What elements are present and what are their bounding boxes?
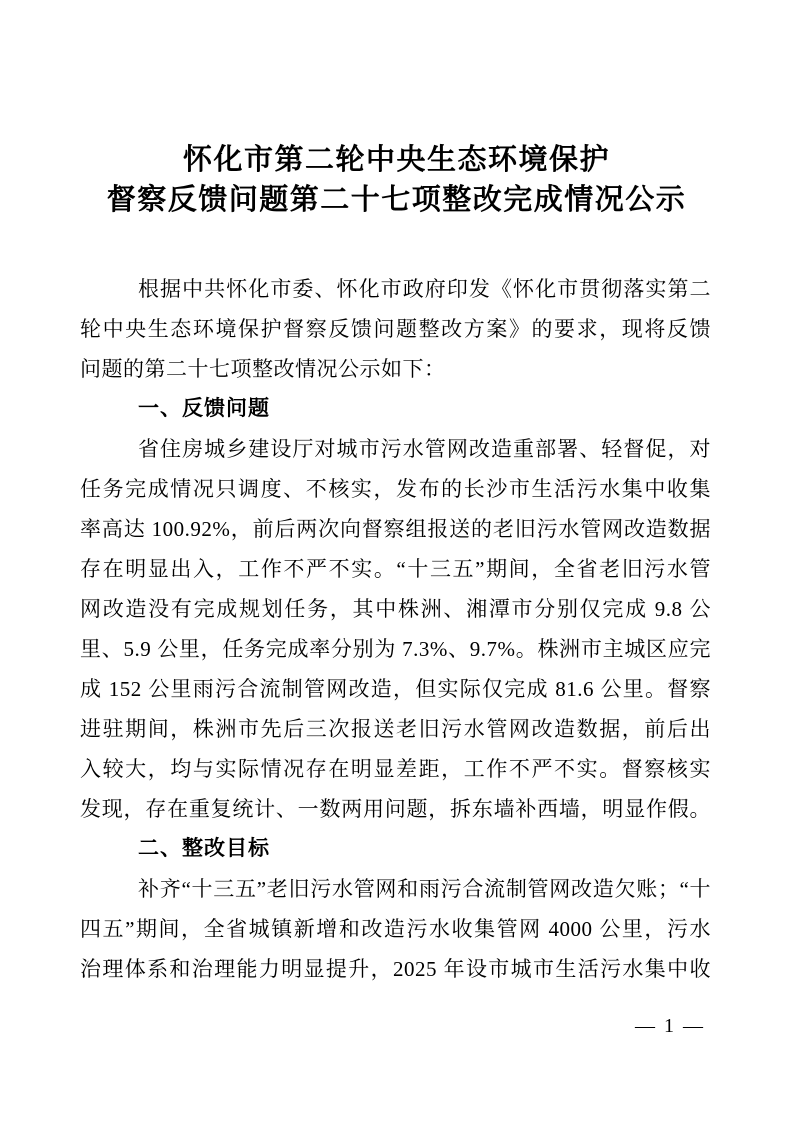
- body-line: 治理体系和治理能力明显提升，2025 年设市城市生活污水集中收: [80, 957, 711, 981]
- body-line: 补齐“十三五”老旧污水管网和雨污合流制管网改造欠账；“十: [138, 877, 711, 901]
- body-line: 根据中共怀化市委、怀化市政府印发《怀化市贯彻落实第二: [138, 277, 711, 301]
- page-number: — 1 —: [635, 1015, 705, 1037]
- body-line: 四五”期间，全省城镇新增和改造污水收集管网 4000 公里，污水: [80, 917, 711, 941]
- section-heading-rectification-target: 二、整改目标: [138, 837, 270, 860]
- section-heading-feedback-problem: 一、反馈问题: [138, 397, 270, 420]
- body-line: 省住房城乡建设厅对城市污水管网改造重部署、轻督促，对: [138, 437, 711, 461]
- body-line: 任务完成情况只调度、不核实，发布的长沙市生活污水集中收集: [80, 477, 711, 501]
- body-line: 轮中央生态环境保护督察反馈问题整改方案》的要求，现将反馈: [80, 317, 711, 341]
- body-line: 发现，存在重复统计、一数两用问题，拆东墙补西墙，明显作假。: [80, 797, 711, 821]
- document-body: [80, 269, 711, 989]
- body-line: 里、5.9 公里，任务完成率分别为 7.3%、9.7%。株洲市主城区应完: [80, 637, 711, 661]
- body-line: 存在明显出入，工作不严不实。“十三五”期间，全省老旧污水管: [80, 557, 711, 581]
- body-line: 率高达 100.92%，前后两次向督察组报送的老旧污水管网改造数据: [80, 517, 711, 541]
- document-title: [0, 140, 793, 220]
- body-line: 进驻期间，株洲市先后三次报送老旧污水管网改造数据，前后出: [80, 717, 711, 741]
- title-line-1: 怀化市第二轮中央生态环境保护: [182, 144, 610, 176]
- body-line: 问题的第二十七项整改情况公示如下：: [80, 357, 446, 381]
- title-line-2: 督察反馈问题第二十七项整改完成情况公示: [106, 184, 687, 216]
- body-line: 成 152 公里雨污合流制管网改造，但实际仅完成 81.6 公里。督察: [80, 677, 711, 701]
- body-line: 入较大，均与实际情况存在明显差距，工作不严不实。督察核实: [80, 757, 711, 781]
- body-line: 网改造没有完成规划任务，其中株洲、湘潭市分别仅完成 9.8 公: [80, 597, 711, 621]
